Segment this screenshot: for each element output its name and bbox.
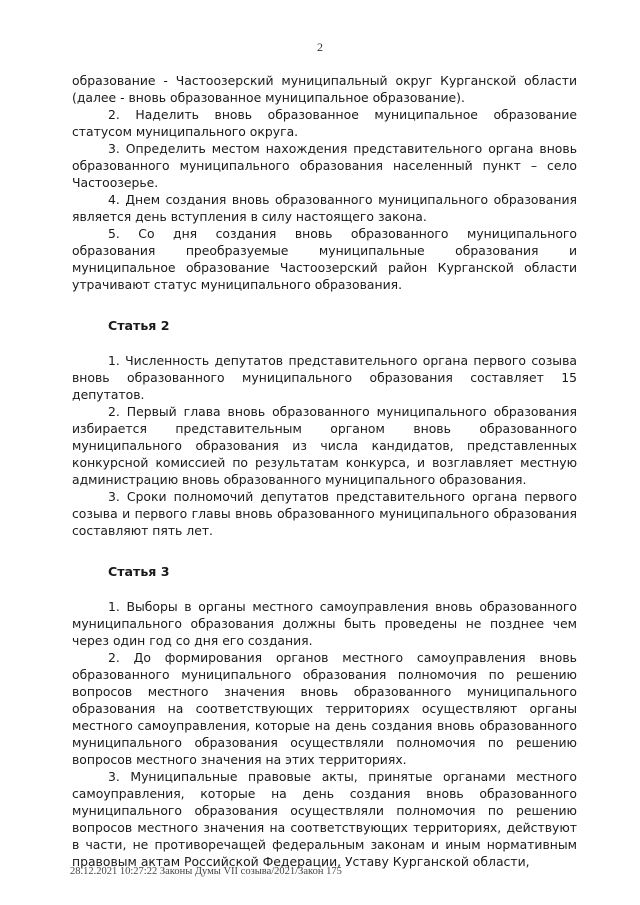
paragraph: 4. Днем создания вновь образованного муниципального образования является день вступления в силу настоящего закона.: [72, 192, 577, 224]
paragraph: 3. Определить местом нахождения представительного органа вновь образованного муниципального образования населенный пункт – село Частоозерье.: [72, 141, 577, 190]
paragraph: 1. Численность депутатов представительного органа первого созыва вновь образованного муниципального образования составляет 15 депутатов.: [72, 353, 577, 402]
paragraph: образование - Частоозерский муниципальный округ Курганской области (далее - вновь образованное муниципальное образование).: [72, 73, 577, 105]
paragraph: 3. Сроки полномочий депутатов представительного органа первого созыва и первого главы вновь образованного муниципального образования составляют пять лет.: [72, 489, 577, 538]
paragraph: 5. Со дня создания вновь образованного муниципального образования преобразуемые муниципальные образования и муниципальное образование Частоозерский район Курганской области утрачивают статус муниципального образования.: [72, 226, 577, 292]
document-body: [72, 72, 577, 870]
paragraph: 2. Первый глава вновь образованного муниципального образования избирается представительным органом вновь образованного муниципального образования из числа кандидатов, представленных конкурсной комиссией по результатам конкурса, и возглавляет местную администрацию вновь образованного муниципального образования.: [72, 404, 577, 487]
paragraph: 3. Муниципальные правовые акты, принятые органами местного самоуправления, которые на день создания вновь образованного муниципального образования осуществляли полномочия по решению вопросов местного значения на соответствующих территориях, действуют в части, не противоречащей федеральным законам и иным нормативным правовым актам Российской Федерации, Уставу Курганской области,: [72, 769, 577, 869]
paragraph: 2. Наделить вновь образованное муниципальное образование статусом муниципального округа.: [72, 107, 577, 139]
page-number: 2: [317, 40, 323, 54]
article-3-heading: Статья 3: [108, 564, 170, 579]
article-2-heading: Статья 2: [108, 318, 170, 333]
paragraph: 2. До формирования органов местного самоуправления вновь образованного муниципального образования полномочия по решению вопросов местного значения вновь образованного муниципального образования на соответствующих территориях осуществляют органы местного самоуправления, которые на день создания вновь образованного муниципального образования осуществляли полномочия по решению вопросов местного значения на этих территориях.: [72, 650, 577, 767]
document-footer: 28.12.2021 10:27:22 Законы Думы VII созыва/2021/Закон 175: [70, 866, 342, 877]
paragraph: 1. Выборы в органы местного самоуправления вновь образованного муниципального образования должны быть проведены не позднее чем через один год со дня его создания.: [72, 599, 577, 648]
